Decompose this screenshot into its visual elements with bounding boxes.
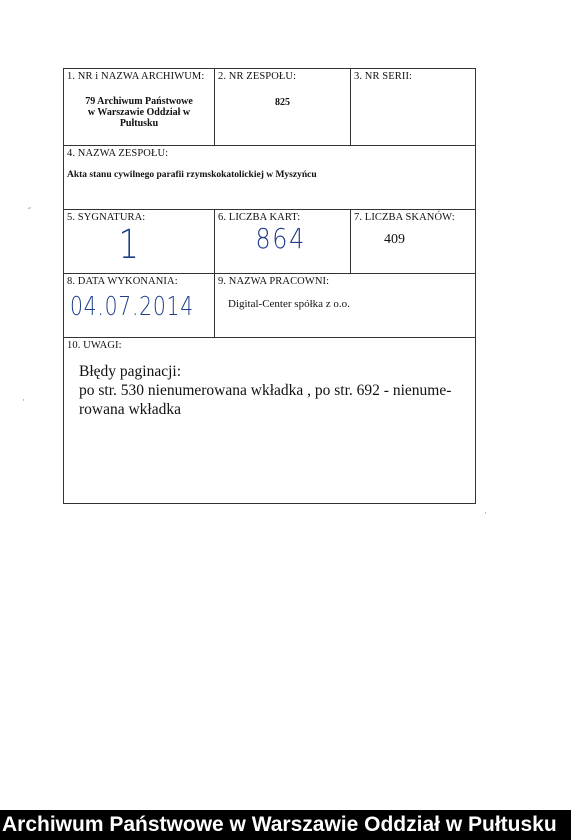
cards-cell — [215, 210, 350, 273]
date-value: 04.07.2014 — [70, 292, 194, 322]
workshop-cell — [215, 274, 475, 337]
fonds-name-cell — [64, 146, 475, 209]
fonds-name-value: Akta stanu cywilnego parafii rzymskokatolickiej w Myszyńcu — [67, 170, 317, 180]
cards-value: 864 — [255, 222, 306, 255]
workshop-label: 9. NAZWA PRACOWNI: — [218, 276, 330, 287]
archive-value-line1: 79 Archiwum Państwowe — [85, 96, 193, 107]
fonds-no-cell — [215, 69, 350, 145]
fonds-no-value: 825 — [275, 97, 290, 108]
metadata-form — [63, 68, 476, 504]
scans-label: 7. LICZBA SKANÓW: — [354, 212, 455, 223]
scans-cell — [351, 210, 476, 273]
scan-speck: · — [484, 508, 487, 518]
fonds-name-label: 4. NAZWA ZESPOŁU: — [67, 148, 169, 159]
notes-value — [79, 362, 451, 419]
scans-value: 409 — [384, 232, 405, 247]
signature-label: 5. SYGNATURA: — [67, 212, 146, 223]
series-no-label: 3. NR SERII: — [354, 71, 413, 82]
fonds-no-label: 2. NR ZESPOŁU: — [218, 71, 297, 82]
workshop-value: Digital-Center spółka z o.o. — [228, 298, 350, 310]
signature-value: 1 — [118, 222, 139, 268]
archive-value — [64, 96, 214, 129]
archive-value-line3: Pułtusku — [119, 118, 159, 129]
notes-line-3: rowana wkładka — [79, 401, 181, 418]
date-label: 8. DATA WYKONANIA: — [67, 276, 178, 287]
notes-line-1: Błędy paginacji: — [79, 363, 182, 380]
scan-speck: · — [22, 395, 25, 405]
archive-label: 1. NR i NAZWA ARCHIWUM: — [67, 71, 205, 82]
signature-cell — [64, 210, 214, 273]
date-cell — [64, 274, 214, 337]
scan-speck: ˶ — [28, 202, 31, 212]
archive-footer-banner: Archiwum Państwowe w Warszawie Oddział w Pułtusku — [0, 810, 571, 840]
notes-label: 10. UWAGI: — [67, 340, 122, 351]
archive-value-line2: w Warszawie Oddział w — [87, 107, 191, 118]
series-no-cell — [351, 69, 476, 145]
cards-label: 6. LICZBA KART: — [218, 212, 301, 223]
notes-cell — [64, 338, 475, 503]
notes-line-2: po str. 530 nienumerowana wkładka , po str. 692 - nienume- — [79, 382, 452, 399]
archive-cell — [64, 69, 214, 145]
